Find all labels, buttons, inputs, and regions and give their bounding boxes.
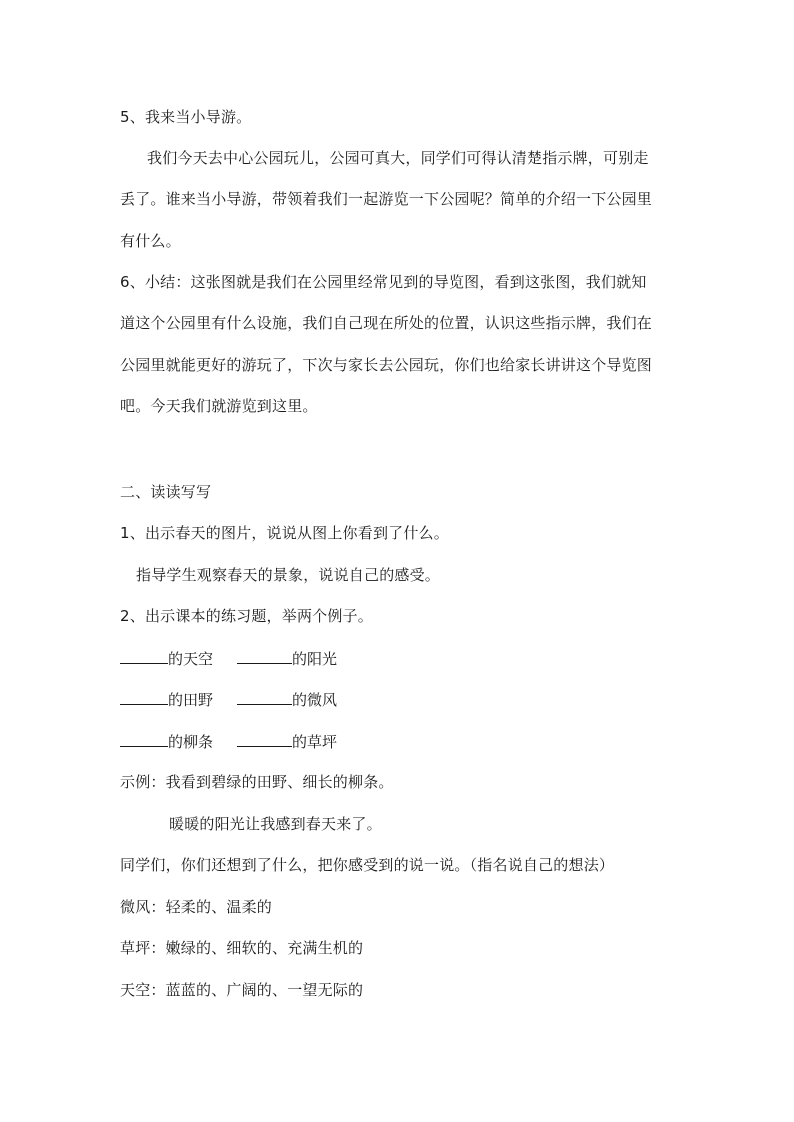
fill-blank — [237, 648, 292, 664]
paragraph-line: 我们今天去中心公园玩儿，公园可真大，同学们可得认清楚指示牌，可别走 — [147, 149, 649, 167]
exercise-word: 的微风 — [292, 691, 338, 709]
exercise-row — [120, 648, 337, 669]
example-line: 示例：我看到碧绿的田野、细长的柳条。 — [120, 773, 394, 791]
summary-line: 6、小结：这张图就是我们在公园里经常见到的导览图，看到这张图，我们就知 — [120, 273, 647, 291]
fill-blank — [237, 689, 292, 705]
exercise-word: 的柳条 — [168, 733, 214, 751]
fill-blank — [120, 648, 168, 664]
exercise-word: 的天空 — [168, 650, 214, 668]
paragraph-line: 指导学生观察春天的景象，说说自己的感受。 — [136, 566, 441, 584]
paragraph-line: 丢了。谁来当小导游，带领着我们一起游览一下公园呢？简单的介绍一下公园里 — [120, 190, 653, 208]
section-heading: 二、读读写写 — [120, 483, 212, 501]
exercise-word: 的草坪 — [292, 733, 338, 751]
paragraph-line: 有什么。 — [120, 232, 181, 250]
heading-item-5: 5、我来当小导游。 — [120, 108, 252, 126]
example-line: 暖暖的阳光让我感到春天来了。 — [169, 815, 382, 833]
summary-line: 公园里就能更好的游玩了，下次与家长去公园玩，你们也给家长讲讲这个导览图 — [120, 356, 653, 374]
list-item-2: 2、出示课本的练习题，举两个例子。 — [120, 607, 373, 625]
word-list-line: 天空：蓝蓝的、广阔的、一望无际的 — [120, 981, 364, 999]
summary-line: 道这个公园里有什么设施，我们自己现在所处的位置，认识这些指示牌，我们在 — [120, 314, 653, 332]
summary-line: 吧。今天我们就游览到这里。 — [120, 397, 318, 415]
exercise-word: 的阳光 — [292, 650, 338, 668]
paragraph-line: 同学们，你们还想到了什么，把你感受到的说一说。（指名说自己的想法） — [120, 856, 615, 874]
fill-blank — [120, 731, 168, 747]
exercise-row — [120, 731, 337, 752]
word-list-line: 微风：轻柔的、温柔的 — [120, 898, 273, 916]
exercise-word: 的田野 — [168, 691, 214, 709]
fill-blank — [237, 731, 292, 747]
exercise-row — [120, 689, 337, 710]
list-item-1: 1、出示春天的图片，说说从图上你看到了什么。 — [120, 524, 449, 542]
fill-blank — [120, 689, 168, 705]
word-list-line: 草坪：嫩绿的、细软的、充满生机的 — [120, 939, 364, 957]
